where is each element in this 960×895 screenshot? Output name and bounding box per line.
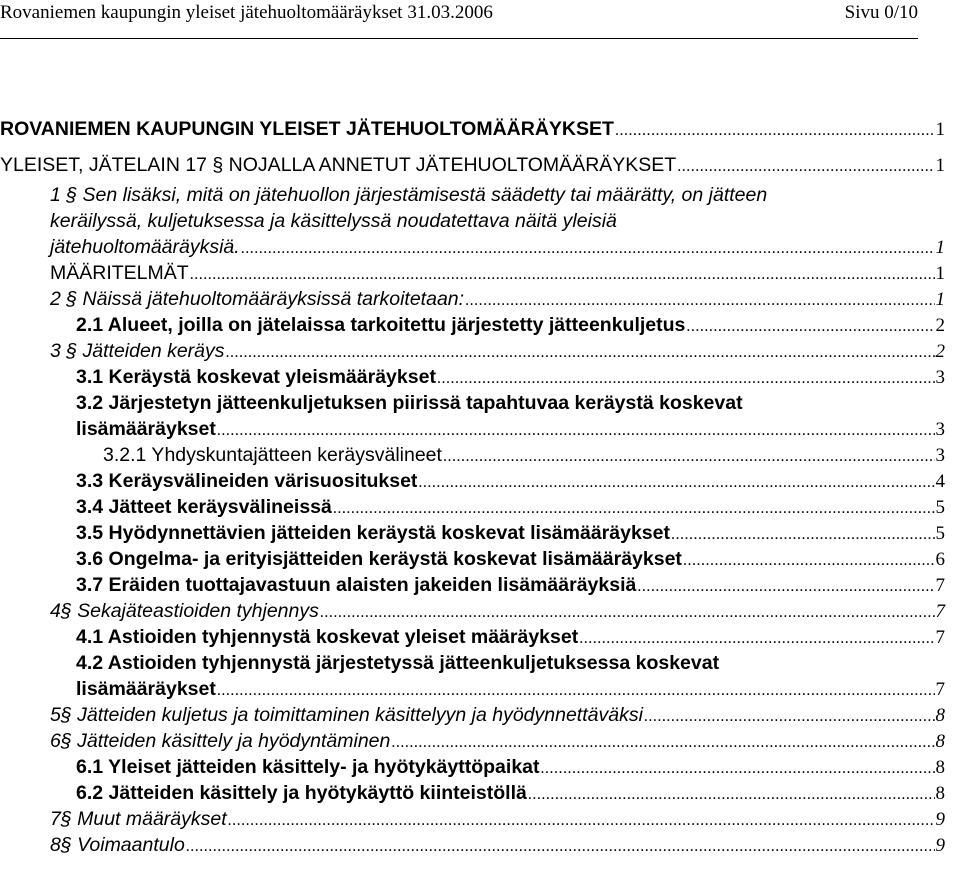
toc-page: 1 [935,155,945,176]
toc-leader [217,418,935,444]
toc-entry-label: 1 § Sen lisäksi, mitä on jätehuollon järjestämisestä säädetty tai määrätty, on jätteen [50,184,768,206]
toc-page: 8 [935,731,945,752]
toc-page: 3 [935,419,945,440]
toc-page: 1 [935,263,945,284]
toc-entry-label: 8§ Voimaantulo [50,834,185,856]
toc-page: 1 [935,237,945,258]
toc-leader [391,730,934,756]
toc-page: 7 [935,601,945,622]
toc-entry-label: 6§ Jätteiden käsittely ja hyödyntäminen [50,730,391,752]
toc-entry-label-cont: lisämääräykset [76,418,216,440]
page-number: Sivu 0/10 [844,2,918,23]
toc-page: 6 [935,549,945,570]
toc-leader [615,118,935,144]
toc-leader [228,808,935,834]
toc-leader [437,366,935,392]
toc-entry-label-cont: keräilyssä, kuljetuksessa ja käsittelyssä noudatettava näitä yleisiä [50,210,617,232]
toc-leader [671,522,935,548]
toc-leader [418,470,934,496]
toc-entry-label: 3.2 Järjestetyn jätteenkuljetuksen piirissä tapahtuvaa keräystä koskevat [76,392,743,414]
toc-page: 2 [935,315,945,336]
toc-leader [686,314,934,340]
toc-leader [637,574,934,600]
toc-entry-label: 3.4 Jätteet keräysvälineissä [76,496,332,518]
toc-leader [190,262,935,288]
toc-leader [333,496,935,522]
toc-entry-label: 3.5 Hyödynnettävien jätteiden keräystä koskevat lisämääräykset [76,522,670,544]
toc-page: 7 [935,679,945,700]
toc-page: 9 [935,809,945,830]
toc-entry-label: 4.2 Astioiden tyhjennystä järjestetyssä jätteenkuljetuksessa koskevat [76,652,720,674]
toc-page: 3 [935,367,945,388]
toc-entry-label: 2 § Näissä jätehuoltomääräyksissä tarkoitetaan: [50,288,465,310]
toc-page: 8 [935,783,945,804]
toc-leader [683,548,935,574]
toc-page: 7 [935,575,945,596]
toc-page: 5 [935,523,945,544]
toc-leader [186,834,935,860]
toc-entry-label: 3.3 Keräysvälineiden värisuositukset [76,470,418,492]
toc-page: 8 [935,757,945,778]
toc-leader [217,678,935,704]
toc-page: 1 [935,119,945,140]
toc-entry-label: 4§ Sekajäteastioiden tyhjennys [50,600,319,622]
toc-entry-label: YLEISET, JÄTELAIN 17 § NOJALLA ANNETUT JÄTEHUOLTOMÄÄRÄYKSET [0,154,677,176]
toc-leader [644,704,935,730]
toc-entry-label: 3.7 Eräiden tuottajavastuun alaisten jakeiden lisämääräyksiä [76,574,637,596]
page-header [0,0,918,40]
toc-page: 2 [935,341,945,362]
toc-entry-label: 7§ Muut määräykset [50,808,227,830]
toc-page: 8 [935,705,945,726]
toc-page: 5 [935,497,945,518]
toc-leader [677,154,934,180]
toc-leader [528,782,935,808]
toc-leader [443,444,935,470]
toc-entry-label: 3.2.1 Yhdyskuntajätteen keräysvälineet [103,444,442,466]
toc-leader [579,626,934,652]
toc-entry-label: 3.1 Keräystä koskevat yleismääräykset [76,366,436,388]
document-title: Rovaniemen kaupungin yleiset jätehuoltomääräykset 31.03.2006 [0,2,493,23]
toc-entry-label-cont: jätehuoltomääräyksiä. [50,236,240,258]
toc-page: 9 [935,835,945,856]
toc-entry-label: 5§ Jätteiden kuljetus ja toimittaminen käsittelyyn ja hyödynnettäväksi [50,704,643,726]
toc-entry-label: 6.2 Jätteiden käsittely ja hyötykäyttö kiinteistöllä [76,782,527,804]
toc-page: 7 [935,627,945,648]
toc-entry-label: 6.1 Yleiset jätteiden käsittely- ja hyötykäyttöpaikat [76,756,540,778]
toc-entry-label: ROVANIEMEN KAUPUNGIN YLEISET JÄTEHUOLTOMÄÄRÄYKSET [0,118,614,140]
toc-page: 4 [935,471,945,492]
toc-entry-label: MÄÄRITELMÄT [50,262,189,284]
toc-leader [320,600,935,626]
toc-entry-label: 2.1 Alueet, joilla on jätelaissa tarkoitettu järjestetty jätteenkuljetus [76,314,686,336]
toc-entry-label-cont: lisämääräykset [76,678,216,700]
toc-page: 1 [935,289,945,310]
toc-leader [226,340,935,366]
header-divider [0,38,918,39]
toc-entry-label: 3 § Jätteiden keräys [50,340,225,362]
toc-leader [241,236,935,262]
toc-page: 3 [935,445,945,466]
toc-leader [541,756,935,782]
toc-entry-label: 4.1 Astioiden tyhjennystä koskevat yleiset määräykset [76,626,579,648]
toc-entry-label: 3.6 Ongelma- ja erityisjätteiden keräystä koskevat lisämääräykset [76,548,682,570]
toc-leader [465,288,934,314]
